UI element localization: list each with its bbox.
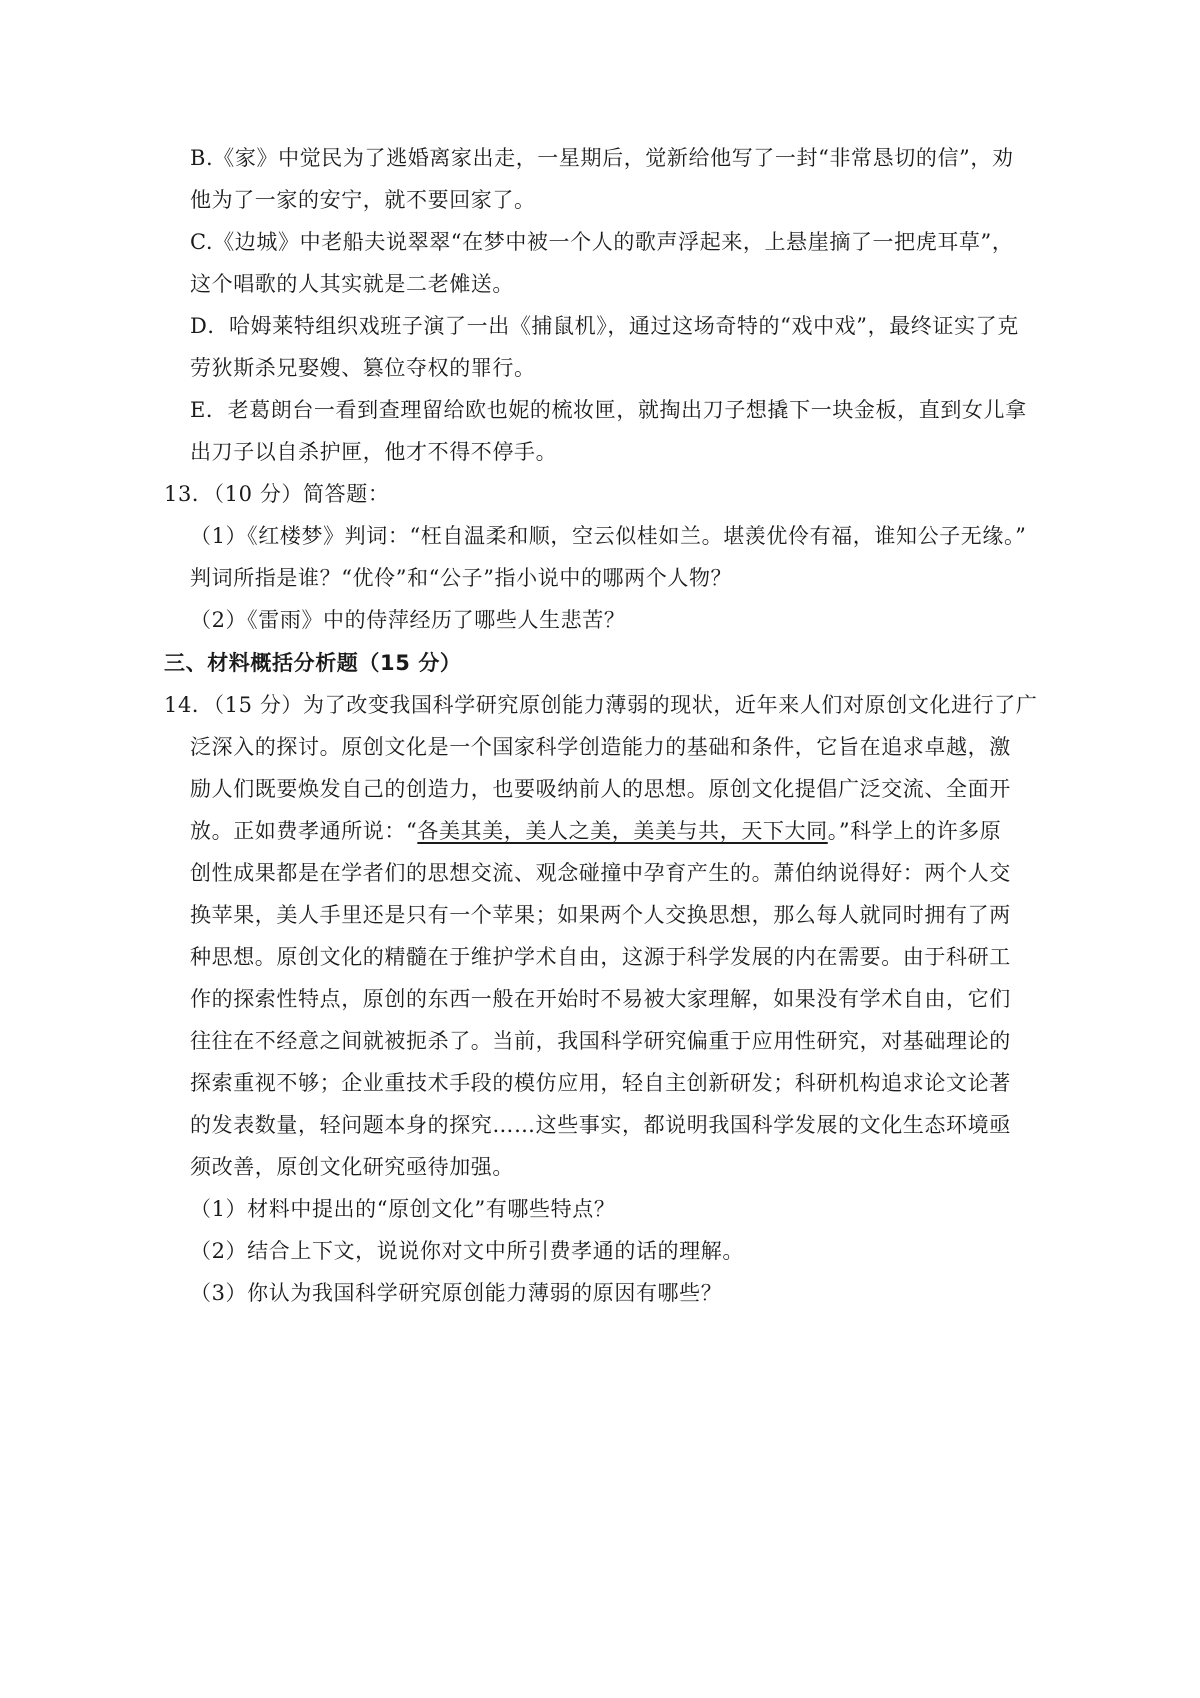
q12-option-e-line2: 出刀子以自杀护匣，他才不得不停手。 bbox=[190, 440, 558, 464]
q14-line-3: 励人们既要焕发自己的创造力，也要吸纳前人的思想。原创文化提倡广泛交流、全面开 bbox=[190, 777, 1011, 801]
fei-xiaotong-quote: 各美其美，美人之美，美美与共，天下大同 bbox=[417, 819, 828, 843]
q12-option-e-line1: E．老葛朗台一看到查理留给欧也妮的梳妆匣，就掏出刀子想撬下一块金板，直到女儿拿 bbox=[190, 398, 1027, 422]
q14-sub1: （1）材料中提出的“原创文化”有哪些特点？ bbox=[190, 1197, 616, 1221]
q12-option-b-line2: 他为了一家的安宁，就不要回家了。 bbox=[190, 188, 536, 212]
q14-line-4-post: 。”科学上的许多原 bbox=[827, 819, 1002, 843]
section-3-title: 三、材料概括分析题（15 分） bbox=[164, 651, 462, 675]
q12-option-d-line2: 劳狄斯杀兄娶嫂、篡位夺权的罪行。 bbox=[190, 356, 536, 380]
q14-line-8: 作的探索性特点，原创的东西一般在开始时不易被大家理解，如果没有学术自由，它们 bbox=[190, 987, 1011, 1011]
q12-option-c-line2: 这个唱歌的人其实就是二老傩送。 bbox=[190, 272, 514, 296]
q14-line-1: 14．（15 分）为了改变我国科学研究原创能力薄弱的现状，近年来人们对原创文化进行了广 bbox=[164, 693, 1038, 717]
q14-line-10: 探索重视不够；企业重技术手段的模仿应用，轻自主创新研发；科研机构追求论文论著 bbox=[190, 1071, 1011, 1095]
q13-sub2: （2）《雷雨》中的侍萍经历了哪些人生悲苦？ bbox=[190, 608, 626, 632]
q14-line-4 bbox=[190, 816, 1001, 846]
q13-header: 13．（10 分）简答题： bbox=[164, 482, 390, 506]
q14-line-4-pre: 放。正如费孝通所说：“ bbox=[190, 819, 418, 843]
q14-sub2: （2）结合上下文，说说你对文中所引费孝通的话的理解。 bbox=[190, 1239, 744, 1263]
q14-line-6: 换苹果，美人手里还是只有一个苹果；如果两个人交换思想，那么每人就同时拥有了两 bbox=[190, 903, 1011, 927]
q14-sub3: （3）你认为我国科学研究原创能力薄弱的原因有哪些？ bbox=[190, 1281, 723, 1305]
q13-sub1-line1: （1）《红楼梦》判词：“枉自温柔和顺，空云似桂如兰。堪羡优伶有福，谁知公子无缘。” bbox=[190, 524, 1027, 548]
q12-option-c-line1: C.《边城》中老船夫说翠翠“在梦中被一个人的歌声浮起来，上悬崖摘了一把虎耳草”， bbox=[190, 230, 1014, 254]
q14-line-11: 的发表数量，轻问题本身的探究……这些事实，都说明我国科学发展的文化生态环境亟 bbox=[190, 1113, 1011, 1137]
q14-line-5: 创性成果都是在学者们的思想交流、观念碰撞中孕育产生的。萧伯纳说得好：两个人交 bbox=[190, 861, 1011, 885]
q14-line-12: 须改善，原创文化研究亟待加强。 bbox=[190, 1155, 514, 1179]
q14-line-2: 泛深入的探讨。原创文化是一个国家科学创造能力的基础和条件，它旨在追求卓越，激 bbox=[190, 735, 1011, 759]
q14-line-7: 种思想。原创文化的精髓在于维护学术自由，这源于科学发展的内在需要。由于科研工 bbox=[190, 945, 1011, 969]
q13-sub1-line2: 判词所指是谁？“优伶”和“公子”指小说中的哪两个人物？ bbox=[190, 566, 733, 590]
q12-option-b-line1: B.《家》中觉民为了逃婚离家出走，一星期后，觉新给他写了一封“非常恳切的信”，劝 bbox=[190, 146, 1014, 170]
q14-line-9: 往往在不经意之间就被扼杀了。当前，我国科学研究偏重于应用性研究，对基础理论的 bbox=[190, 1029, 1011, 1053]
q12-option-d-line1: D．哈姆莱特组织戏班子演了一出《捕鼠机》，通过这场奇特的“戏中戏”，最终证实了克 bbox=[190, 314, 1019, 338]
